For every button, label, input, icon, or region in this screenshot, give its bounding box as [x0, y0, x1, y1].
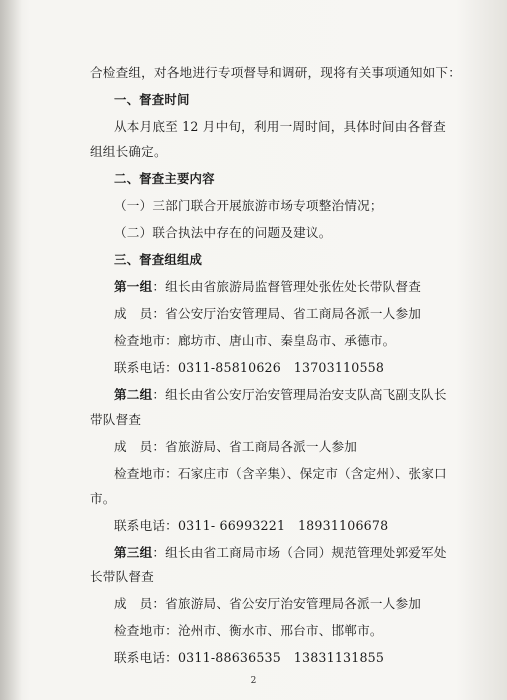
text-line: 从本月底至 12 月中旬，利用一周时间，具体时间由各督查 [114, 119, 446, 134]
group3-leader-cont: 长带队督查 [90, 569, 154, 584]
group3-members: 成 员：省旅游局、省公安厅治安管理局各派一人参加 [114, 596, 422, 611]
page-number: 2 [250, 676, 257, 686]
group3-leader-line [0, 542, 507, 564]
section-heading-groups: 三、督查组组成 [114, 252, 203, 267]
group1-label: 第一组 [114, 279, 153, 294]
group2-leader-line [0, 384, 507, 406]
group1-members: 成 员：省公安厅治安管理局、省工商局各派一人参加 [114, 306, 422, 321]
group1-places: 检查地市：廊坊市、唐山市、秦皇岛市、承德市。 [114, 333, 396, 348]
group2-leader-cont: 带队督查 [90, 412, 142, 427]
text-line: 合检查组，对各地进行专项督导和调研，现将有关事项通知如下： [90, 65, 462, 80]
group2-phone: 联系电话：0311- 66993221 18931106678 [114, 518, 389, 533]
section-heading-content: 二、督查主要内容 [114, 171, 215, 186]
group2-leader: ：组长由省公安厅治安管理局治安支队高飞副支队长 [152, 387, 447, 402]
group3-places: 检查地市：沧州市、衡水市、邢台市、邯郸市。 [114, 623, 383, 638]
group2-places: 检查地市：石家庄市（含辛集）、保定市（含定州）、张家口 [114, 466, 447, 481]
group3-phone: 联系电话：0311-88636535 13831131855 [114, 650, 385, 665]
group1-leader-line [0, 276, 507, 298]
text-line: （二）联合执法中存在的问题及建议。 [114, 225, 332, 240]
group2-members: 成 员：省旅游局、省工商局各派一人参加 [114, 439, 358, 454]
group1-leader: ：组长由省旅游局监督管理处张佐处长带队督查 [152, 279, 422, 294]
group1-phone: 联系电话：0311-85810626 13703110558 [114, 360, 385, 375]
section-heading-time: 一、督查时间 [114, 92, 190, 107]
text-line: 组组长确定。 [90, 144, 167, 159]
group2-label: 第二组 [114, 387, 153, 402]
group3-leader: ：组长由省工商局市场（合同）规范管理处郭爱军处 [152, 545, 447, 560]
group2-places-cont: 市。 [90, 491, 116, 506]
text-line: （一）三部门联合开展旅游市场专项整治情况； [114, 198, 383, 213]
group3-label: 第三组 [114, 545, 153, 560]
